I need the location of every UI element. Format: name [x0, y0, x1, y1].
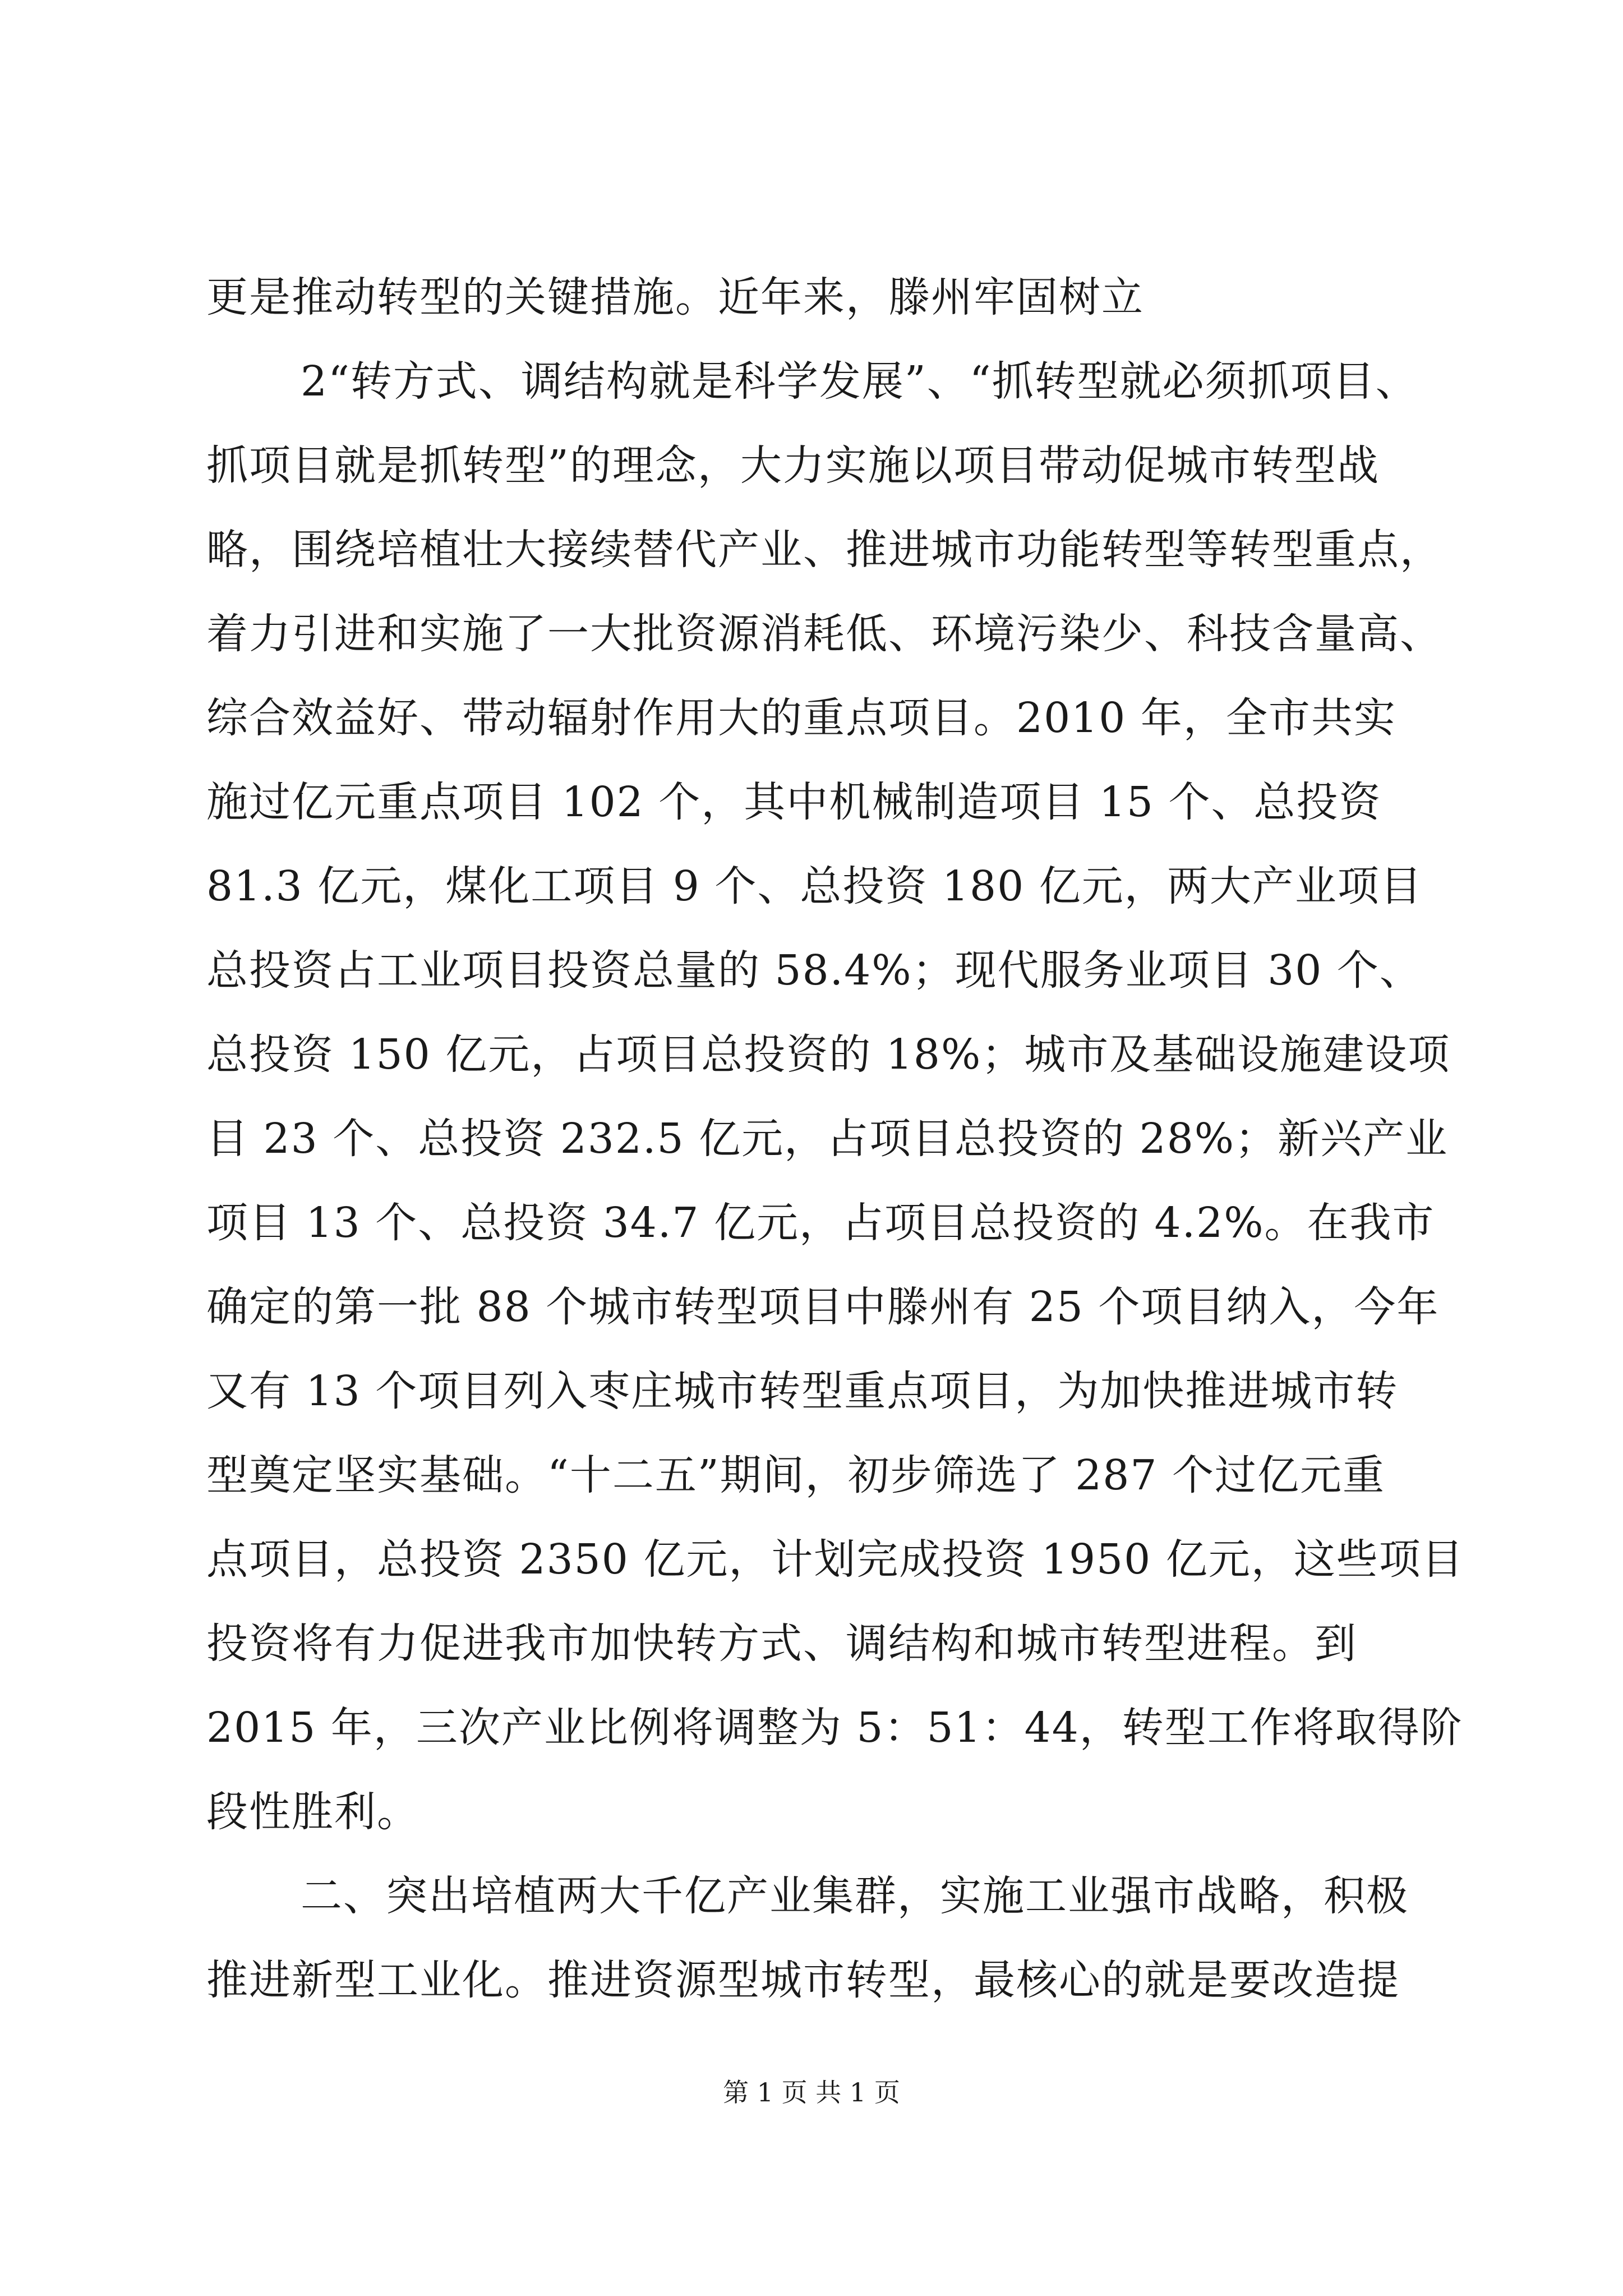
text-line: 着力引进和实施了一大批资源消耗低、环境污染少、科技含量高、 [206, 610, 1442, 658]
text-line: 又有 13 个项目列入枣庄城市转型重点项目，为加快推进城市转 [206, 1367, 1399, 1415]
text-line: 推进新型工业化。推进资源型城市转型，最核心的就是要改造提 [206, 1956, 1400, 2004]
text-line: 施过亿元重点项目 102 个，其中机械制造项目 15 个、总投资 [206, 778, 1382, 826]
text-line: 2015 年，三次产业比例将调整为 5：51：44，转型工作将取得阶 [206, 1704, 1463, 1752]
text-line: 略，围绕培植壮大接续替代产业、推进城市功能转型等转型重点， [206, 526, 1442, 574]
text-line: 综合效益好、带动辐射作用大的重点项目。2010 年，全市共实 [206, 694, 1396, 742]
text-line: 投资将有力促进我市加快转方式、调结构和城市转型进程。到 [206, 1619, 1357, 1668]
text-line: 总投资 150 亿元，占项目总投资的 18%；城市及基础设施建设项 [206, 1030, 1451, 1079]
paragraph-start-line: 二、突出培植两大千亿产业集群，实施工业强市战略，积极 [301, 1872, 1409, 1920]
text-line: 目 23 个、总投资 232.5 亿元，占项目总投资的 28%；新兴产业 [206, 1115, 1449, 1163]
text-line: 点项目，总投资 2350 亿元，计划完成投资 1950 亿元，这些项目 [206, 1535, 1464, 1584]
paragraph-start-line: 2“转方式、调结构就是科学发展”、“抓转型就必须抓项目、 [301, 357, 1418, 406]
page-number-footer: 第 1 页 共 1 页 [723, 2077, 900, 2108]
text-line: 抓项目就是抓转型”的理念，大力实施以项目带动促城市转型战 [206, 441, 1380, 490]
text-line: 更是推动转型的关键措施。近年来，滕州牢固树立 [206, 273, 1144, 321]
text-line: 总投资占工业项目投资总量的 58.4%；现代服务业项目 30 个、 [206, 946, 1422, 995]
text-line: 段性胜利。 [206, 1788, 419, 1836]
text-line: 项目 13 个、总投资 34.7 亿元，占项目总投资的 4.2%。在我市 [206, 1199, 1435, 1247]
text-line: 确定的第一批 88 个城市转型项目中滕州有 25 个项目纳入，今年 [206, 1283, 1440, 1331]
text-line: 81.3 亿元，煤化工项目 9 个、总投资 180 亿元，两大产业项目 [206, 862, 1423, 910]
text-line: 型奠定坚实基础。“十二五”期间，初步筛选了 287 个过亿元重 [206, 1451, 1385, 1499]
